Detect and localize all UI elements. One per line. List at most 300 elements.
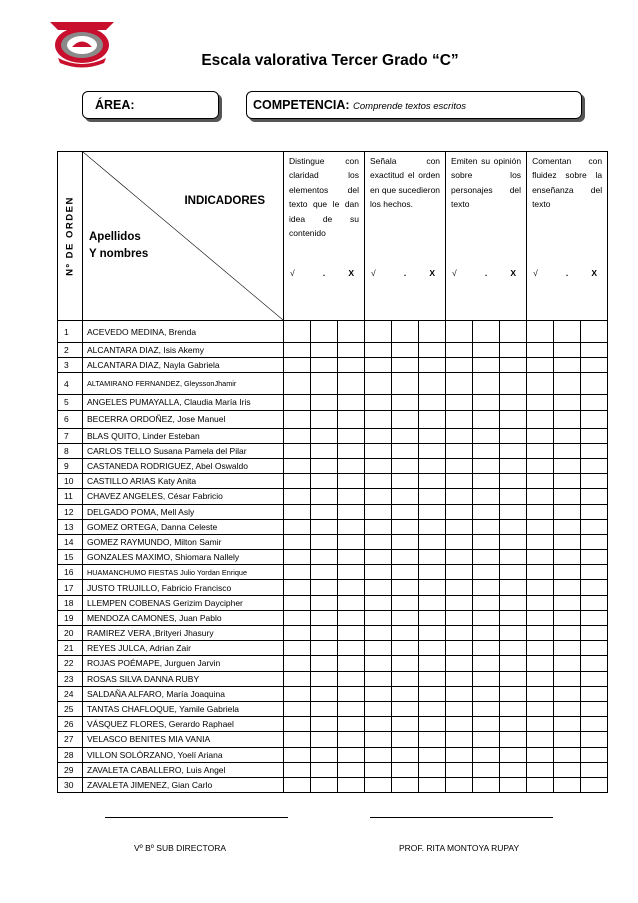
- mark-cell[interactable]: [365, 565, 392, 580]
- mark-cell[interactable]: [311, 580, 338, 595]
- mark-cell[interactable]: [392, 595, 419, 610]
- mark-cell[interactable]: [581, 580, 608, 595]
- mark-cell[interactable]: [554, 626, 581, 641]
- mark-cell[interactable]: [473, 732, 500, 747]
- mark-cell[interactable]: [392, 732, 419, 747]
- mark-cell[interactable]: [527, 762, 554, 777]
- mark-cell[interactable]: [581, 656, 608, 671]
- mark-cell[interactable]: [284, 410, 311, 428]
- mark-cell[interactable]: [446, 701, 473, 716]
- mark-cell[interactable]: [527, 343, 554, 358]
- mark-cell[interactable]: [365, 443, 392, 458]
- mark-cell[interactable]: [284, 428, 311, 443]
- mark-cell[interactable]: [284, 358, 311, 373]
- mark-cell[interactable]: [527, 474, 554, 489]
- mark-cell[interactable]: [284, 474, 311, 489]
- mark-cell[interactable]: [527, 550, 554, 565]
- mark-cell[interactable]: [581, 519, 608, 534]
- mark-cell[interactable]: [527, 626, 554, 641]
- mark-cell[interactable]: [446, 626, 473, 641]
- mark-cell[interactable]: [473, 626, 500, 641]
- mark-cell[interactable]: [338, 580, 365, 595]
- mark-cell[interactable]: [392, 777, 419, 792]
- mark-cell[interactable]: [446, 610, 473, 625]
- mark-cell[interactable]: [284, 550, 311, 565]
- mark-cell[interactable]: [311, 686, 338, 701]
- mark-cell[interactable]: [419, 671, 446, 686]
- mark-cell[interactable]: [473, 504, 500, 519]
- mark-cell[interactable]: [419, 534, 446, 549]
- mark-cell[interactable]: [392, 762, 419, 777]
- mark-cell[interactable]: [446, 550, 473, 565]
- mark-cell[interactable]: [473, 474, 500, 489]
- mark-cell[interactable]: [311, 641, 338, 656]
- mark-cell[interactable]: [500, 474, 527, 489]
- mark-cell[interactable]: [581, 428, 608, 443]
- mark-cell[interactable]: [419, 489, 446, 504]
- mark-cell[interactable]: [500, 443, 527, 458]
- mark-cell[interactable]: [527, 358, 554, 373]
- mark-cell[interactable]: [284, 343, 311, 358]
- mark-cell[interactable]: [392, 610, 419, 625]
- mark-cell[interactable]: [338, 474, 365, 489]
- mark-cell[interactable]: [581, 443, 608, 458]
- mark-cell[interactable]: [554, 595, 581, 610]
- mark-cell[interactable]: [284, 489, 311, 504]
- mark-cell[interactable]: [554, 428, 581, 443]
- mark-cell[interactable]: [419, 762, 446, 777]
- mark-cell[interactable]: [311, 489, 338, 504]
- mark-cell[interactable]: [446, 504, 473, 519]
- mark-cell[interactable]: [365, 428, 392, 443]
- mark-cell[interactable]: [581, 410, 608, 428]
- mark-cell[interactable]: [365, 321, 392, 343]
- mark-cell[interactable]: [473, 762, 500, 777]
- mark-cell[interactable]: [284, 747, 311, 762]
- mark-cell[interactable]: [392, 443, 419, 458]
- mark-cell[interactable]: [473, 519, 500, 534]
- mark-cell[interactable]: [311, 610, 338, 625]
- mark-cell[interactable]: [338, 410, 365, 428]
- mark-cell[interactable]: [527, 671, 554, 686]
- mark-cell[interactable]: [473, 410, 500, 428]
- mark-cell[interactable]: [284, 626, 311, 641]
- mark-cell[interactable]: [284, 686, 311, 701]
- mark-cell[interactable]: [500, 519, 527, 534]
- mark-cell[interactable]: [365, 671, 392, 686]
- mark-cell[interactable]: [338, 732, 365, 747]
- mark-cell[interactable]: [500, 321, 527, 343]
- mark-cell[interactable]: [446, 428, 473, 443]
- mark-cell[interactable]: [311, 565, 338, 580]
- mark-cell[interactable]: [392, 550, 419, 565]
- mark-cell[interactable]: [338, 458, 365, 473]
- mark-cell[interactable]: [338, 489, 365, 504]
- mark-cell[interactable]: [500, 534, 527, 549]
- mark-cell[interactable]: [311, 321, 338, 343]
- mark-cell[interactable]: [446, 595, 473, 610]
- mark-cell[interactable]: [500, 428, 527, 443]
- mark-cell[interactable]: [419, 443, 446, 458]
- mark-cell[interactable]: [284, 504, 311, 519]
- mark-cell[interactable]: [500, 580, 527, 595]
- mark-cell[interactable]: [554, 358, 581, 373]
- mark-cell[interactable]: [392, 504, 419, 519]
- mark-cell[interactable]: [527, 489, 554, 504]
- mark-cell[interactable]: [500, 610, 527, 625]
- mark-cell[interactable]: [338, 610, 365, 625]
- mark-cell[interactable]: [419, 610, 446, 625]
- mark-cell[interactable]: [554, 565, 581, 580]
- mark-cell[interactable]: [554, 610, 581, 625]
- mark-cell[interactable]: [500, 656, 527, 671]
- mark-cell[interactable]: [473, 534, 500, 549]
- mark-cell[interactable]: [392, 686, 419, 701]
- mark-cell[interactable]: [581, 395, 608, 410]
- mark-cell[interactable]: [392, 671, 419, 686]
- mark-cell[interactable]: [581, 474, 608, 489]
- mark-cell[interactable]: [446, 373, 473, 395]
- mark-cell[interactable]: [581, 534, 608, 549]
- mark-cell[interactable]: [419, 717, 446, 732]
- mark-cell[interactable]: [500, 595, 527, 610]
- mark-cell[interactable]: [446, 686, 473, 701]
- mark-cell[interactable]: [473, 428, 500, 443]
- mark-cell[interactable]: [527, 641, 554, 656]
- mark-cell[interactable]: [500, 373, 527, 395]
- mark-cell[interactable]: [284, 656, 311, 671]
- mark-cell[interactable]: [338, 358, 365, 373]
- mark-cell[interactable]: [581, 565, 608, 580]
- mark-cell[interactable]: [446, 343, 473, 358]
- mark-cell[interactable]: [554, 321, 581, 343]
- mark-cell[interactable]: [527, 395, 554, 410]
- mark-cell[interactable]: [419, 550, 446, 565]
- mark-cell[interactable]: [338, 428, 365, 443]
- mark-cell[interactable]: [392, 343, 419, 358]
- mark-cell[interactable]: [473, 358, 500, 373]
- mark-cell[interactable]: [446, 489, 473, 504]
- mark-cell[interactable]: [581, 504, 608, 519]
- mark-cell[interactable]: [365, 358, 392, 373]
- mark-cell[interactable]: [392, 489, 419, 504]
- mark-cell[interactable]: [392, 373, 419, 395]
- mark-cell[interactable]: [365, 410, 392, 428]
- mark-cell[interactable]: [581, 550, 608, 565]
- mark-cell[interactable]: [554, 489, 581, 504]
- mark-cell[interactable]: [446, 410, 473, 428]
- mark-cell[interactable]: [365, 641, 392, 656]
- mark-cell[interactable]: [500, 395, 527, 410]
- mark-cell[interactable]: [311, 428, 338, 443]
- mark-cell[interactable]: [554, 550, 581, 565]
- mark-cell[interactable]: [419, 777, 446, 792]
- mark-cell[interactable]: [284, 595, 311, 610]
- mark-cell[interactable]: [473, 701, 500, 716]
- mark-cell[interactable]: [473, 458, 500, 473]
- mark-cell[interactable]: [311, 732, 338, 747]
- mark-cell[interactable]: [581, 321, 608, 343]
- mark-cell[interactable]: [311, 410, 338, 428]
- mark-cell[interactable]: [284, 762, 311, 777]
- mark-cell[interactable]: [365, 474, 392, 489]
- mark-cell[interactable]: [581, 671, 608, 686]
- mark-cell[interactable]: [392, 458, 419, 473]
- mark-cell[interactable]: [419, 504, 446, 519]
- mark-cell[interactable]: [419, 321, 446, 343]
- mark-cell[interactable]: [554, 519, 581, 534]
- mark-cell[interactable]: [554, 747, 581, 762]
- mark-cell[interactable]: [419, 656, 446, 671]
- mark-cell[interactable]: [554, 395, 581, 410]
- mark-cell[interactable]: [473, 550, 500, 565]
- mark-cell[interactable]: [392, 580, 419, 595]
- mark-cell[interactable]: [365, 626, 392, 641]
- mark-cell[interactable]: [446, 358, 473, 373]
- mark-cell[interactable]: [446, 534, 473, 549]
- mark-cell[interactable]: [473, 717, 500, 732]
- mark-cell[interactable]: [338, 565, 365, 580]
- mark-cell[interactable]: [419, 565, 446, 580]
- mark-cell[interactable]: [554, 732, 581, 747]
- mark-cell[interactable]: [392, 565, 419, 580]
- mark-cell[interactable]: [284, 519, 311, 534]
- mark-cell[interactable]: [284, 701, 311, 716]
- mark-cell[interactable]: [338, 395, 365, 410]
- mark-cell[interactable]: [284, 534, 311, 549]
- mark-cell[interactable]: [500, 686, 527, 701]
- mark-cell[interactable]: [527, 428, 554, 443]
- mark-cell[interactable]: [500, 550, 527, 565]
- mark-cell[interactable]: [554, 686, 581, 701]
- mark-cell[interactable]: [419, 595, 446, 610]
- mark-cell[interactable]: [446, 321, 473, 343]
- mark-cell[interactable]: [581, 373, 608, 395]
- mark-cell[interactable]: [527, 717, 554, 732]
- mark-cell[interactable]: [311, 519, 338, 534]
- mark-cell[interactable]: [527, 373, 554, 395]
- mark-cell[interactable]: [365, 373, 392, 395]
- mark-cell[interactable]: [338, 373, 365, 395]
- mark-cell[interactable]: [527, 580, 554, 595]
- mark-cell[interactable]: [554, 443, 581, 458]
- mark-cell[interactable]: [392, 534, 419, 549]
- mark-cell[interactable]: [446, 474, 473, 489]
- mark-cell[interactable]: [500, 747, 527, 762]
- mark-cell[interactable]: [446, 580, 473, 595]
- mark-cell[interactable]: [392, 395, 419, 410]
- mark-cell[interactable]: [419, 626, 446, 641]
- mark-cell[interactable]: [581, 595, 608, 610]
- mark-cell[interactable]: [446, 762, 473, 777]
- mark-cell[interactable]: [419, 732, 446, 747]
- mark-cell[interactable]: [365, 458, 392, 473]
- mark-cell[interactable]: [365, 580, 392, 595]
- mark-cell[interactable]: [500, 671, 527, 686]
- mark-cell[interactable]: [338, 504, 365, 519]
- mark-cell[interactable]: [392, 428, 419, 443]
- mark-cell[interactable]: [392, 701, 419, 716]
- mark-cell[interactable]: [311, 717, 338, 732]
- mark-cell[interactable]: [392, 717, 419, 732]
- mark-cell[interactable]: [527, 732, 554, 747]
- mark-cell[interactable]: [581, 701, 608, 716]
- mark-cell[interactable]: [284, 373, 311, 395]
- mark-cell[interactable]: [311, 458, 338, 473]
- mark-cell[interactable]: [311, 373, 338, 395]
- mark-cell[interactable]: [392, 747, 419, 762]
- mark-cell[interactable]: [473, 321, 500, 343]
- mark-cell[interactable]: [473, 565, 500, 580]
- mark-cell[interactable]: [554, 762, 581, 777]
- mark-cell[interactable]: [311, 343, 338, 358]
- mark-cell[interactable]: [554, 410, 581, 428]
- mark-cell[interactable]: [581, 610, 608, 625]
- mark-cell[interactable]: [365, 732, 392, 747]
- mark-cell[interactable]: [419, 410, 446, 428]
- mark-cell[interactable]: [473, 343, 500, 358]
- mark-cell[interactable]: [365, 610, 392, 625]
- mark-cell[interactable]: [365, 686, 392, 701]
- mark-cell[interactable]: [581, 762, 608, 777]
- mark-cell[interactable]: [338, 550, 365, 565]
- mark-cell[interactable]: [338, 656, 365, 671]
- mark-cell[interactable]: [284, 671, 311, 686]
- mark-cell[interactable]: [446, 656, 473, 671]
- mark-cell[interactable]: [554, 641, 581, 656]
- mark-cell[interactable]: [392, 474, 419, 489]
- mark-cell[interactable]: [527, 595, 554, 610]
- mark-cell[interactable]: [311, 474, 338, 489]
- mark-cell[interactable]: [392, 358, 419, 373]
- mark-cell[interactable]: [419, 686, 446, 701]
- mark-cell[interactable]: [581, 747, 608, 762]
- mark-cell[interactable]: [473, 395, 500, 410]
- mark-cell[interactable]: [338, 519, 365, 534]
- mark-cell[interactable]: [284, 458, 311, 473]
- mark-cell[interactable]: [365, 747, 392, 762]
- mark-cell[interactable]: [392, 410, 419, 428]
- mark-cell[interactable]: [338, 534, 365, 549]
- mark-cell[interactable]: [527, 534, 554, 549]
- mark-cell[interactable]: [365, 762, 392, 777]
- mark-cell[interactable]: [419, 428, 446, 443]
- mark-cell[interactable]: [500, 458, 527, 473]
- mark-cell[interactable]: [392, 321, 419, 343]
- mark-cell[interactable]: [365, 656, 392, 671]
- mark-cell[interactable]: [284, 717, 311, 732]
- mark-cell[interactable]: [419, 458, 446, 473]
- mark-cell[interactable]: [500, 777, 527, 792]
- mark-cell[interactable]: [311, 534, 338, 549]
- mark-cell[interactable]: [500, 343, 527, 358]
- mark-cell[interactable]: [419, 519, 446, 534]
- mark-cell[interactable]: [473, 610, 500, 625]
- mark-cell[interactable]: [581, 458, 608, 473]
- mark-cell[interactable]: [284, 580, 311, 595]
- mark-cell[interactable]: [473, 777, 500, 792]
- mark-cell[interactable]: [365, 504, 392, 519]
- mark-cell[interactable]: [419, 395, 446, 410]
- mark-cell[interactable]: [500, 641, 527, 656]
- mark-cell[interactable]: [311, 777, 338, 792]
- mark-cell[interactable]: [311, 504, 338, 519]
- mark-cell[interactable]: [419, 474, 446, 489]
- mark-cell[interactable]: [392, 656, 419, 671]
- mark-cell[interactable]: [554, 343, 581, 358]
- mark-cell[interactable]: [500, 701, 527, 716]
- mark-cell[interactable]: [527, 747, 554, 762]
- mark-cell[interactable]: [527, 610, 554, 625]
- mark-cell[interactable]: [527, 565, 554, 580]
- mark-cell[interactable]: [554, 458, 581, 473]
- mark-cell[interactable]: [554, 717, 581, 732]
- mark-cell[interactable]: [527, 410, 554, 428]
- mark-cell[interactable]: [527, 321, 554, 343]
- mark-cell[interactable]: [338, 443, 365, 458]
- mark-cell[interactable]: [473, 373, 500, 395]
- mark-cell[interactable]: [446, 777, 473, 792]
- mark-cell[interactable]: [311, 626, 338, 641]
- mark-cell[interactable]: [581, 777, 608, 792]
- mark-cell[interactable]: [581, 626, 608, 641]
- mark-cell[interactable]: [284, 395, 311, 410]
- mark-cell[interactable]: [473, 595, 500, 610]
- mark-cell[interactable]: [419, 580, 446, 595]
- mark-cell[interactable]: [311, 656, 338, 671]
- mark-cell[interactable]: [554, 504, 581, 519]
- mark-cell[interactable]: [311, 358, 338, 373]
- mark-cell[interactable]: [500, 504, 527, 519]
- mark-cell[interactable]: [446, 565, 473, 580]
- mark-cell[interactable]: [527, 777, 554, 792]
- mark-cell[interactable]: [311, 550, 338, 565]
- mark-cell[interactable]: [365, 777, 392, 792]
- mark-cell[interactable]: [581, 489, 608, 504]
- mark-cell[interactable]: [500, 410, 527, 428]
- mark-cell[interactable]: [392, 626, 419, 641]
- mark-cell[interactable]: [554, 701, 581, 716]
- mark-cell[interactable]: [365, 717, 392, 732]
- mark-cell[interactable]: [527, 504, 554, 519]
- mark-cell[interactable]: [554, 474, 581, 489]
- mark-cell[interactable]: [338, 626, 365, 641]
- mark-cell[interactable]: [284, 777, 311, 792]
- mark-cell[interactable]: [527, 701, 554, 716]
- mark-cell[interactable]: [500, 565, 527, 580]
- mark-cell[interactable]: [581, 686, 608, 701]
- mark-cell[interactable]: [338, 747, 365, 762]
- mark-cell[interactable]: [446, 747, 473, 762]
- mark-cell[interactable]: [311, 762, 338, 777]
- mark-cell[interactable]: [527, 519, 554, 534]
- mark-cell[interactable]: [473, 489, 500, 504]
- mark-cell[interactable]: [365, 595, 392, 610]
- mark-cell[interactable]: [284, 443, 311, 458]
- mark-cell[interactable]: [419, 747, 446, 762]
- mark-cell[interactable]: [419, 701, 446, 716]
- mark-cell[interactable]: [338, 641, 365, 656]
- mark-cell[interactable]: [581, 641, 608, 656]
- mark-cell[interactable]: [365, 701, 392, 716]
- mark-cell[interactable]: [473, 580, 500, 595]
- mark-cell[interactable]: [365, 489, 392, 504]
- mark-cell[interactable]: [338, 701, 365, 716]
- mark-cell[interactable]: [311, 747, 338, 762]
- mark-cell[interactable]: [500, 732, 527, 747]
- mark-cell[interactable]: [446, 458, 473, 473]
- mark-cell[interactable]: [446, 717, 473, 732]
